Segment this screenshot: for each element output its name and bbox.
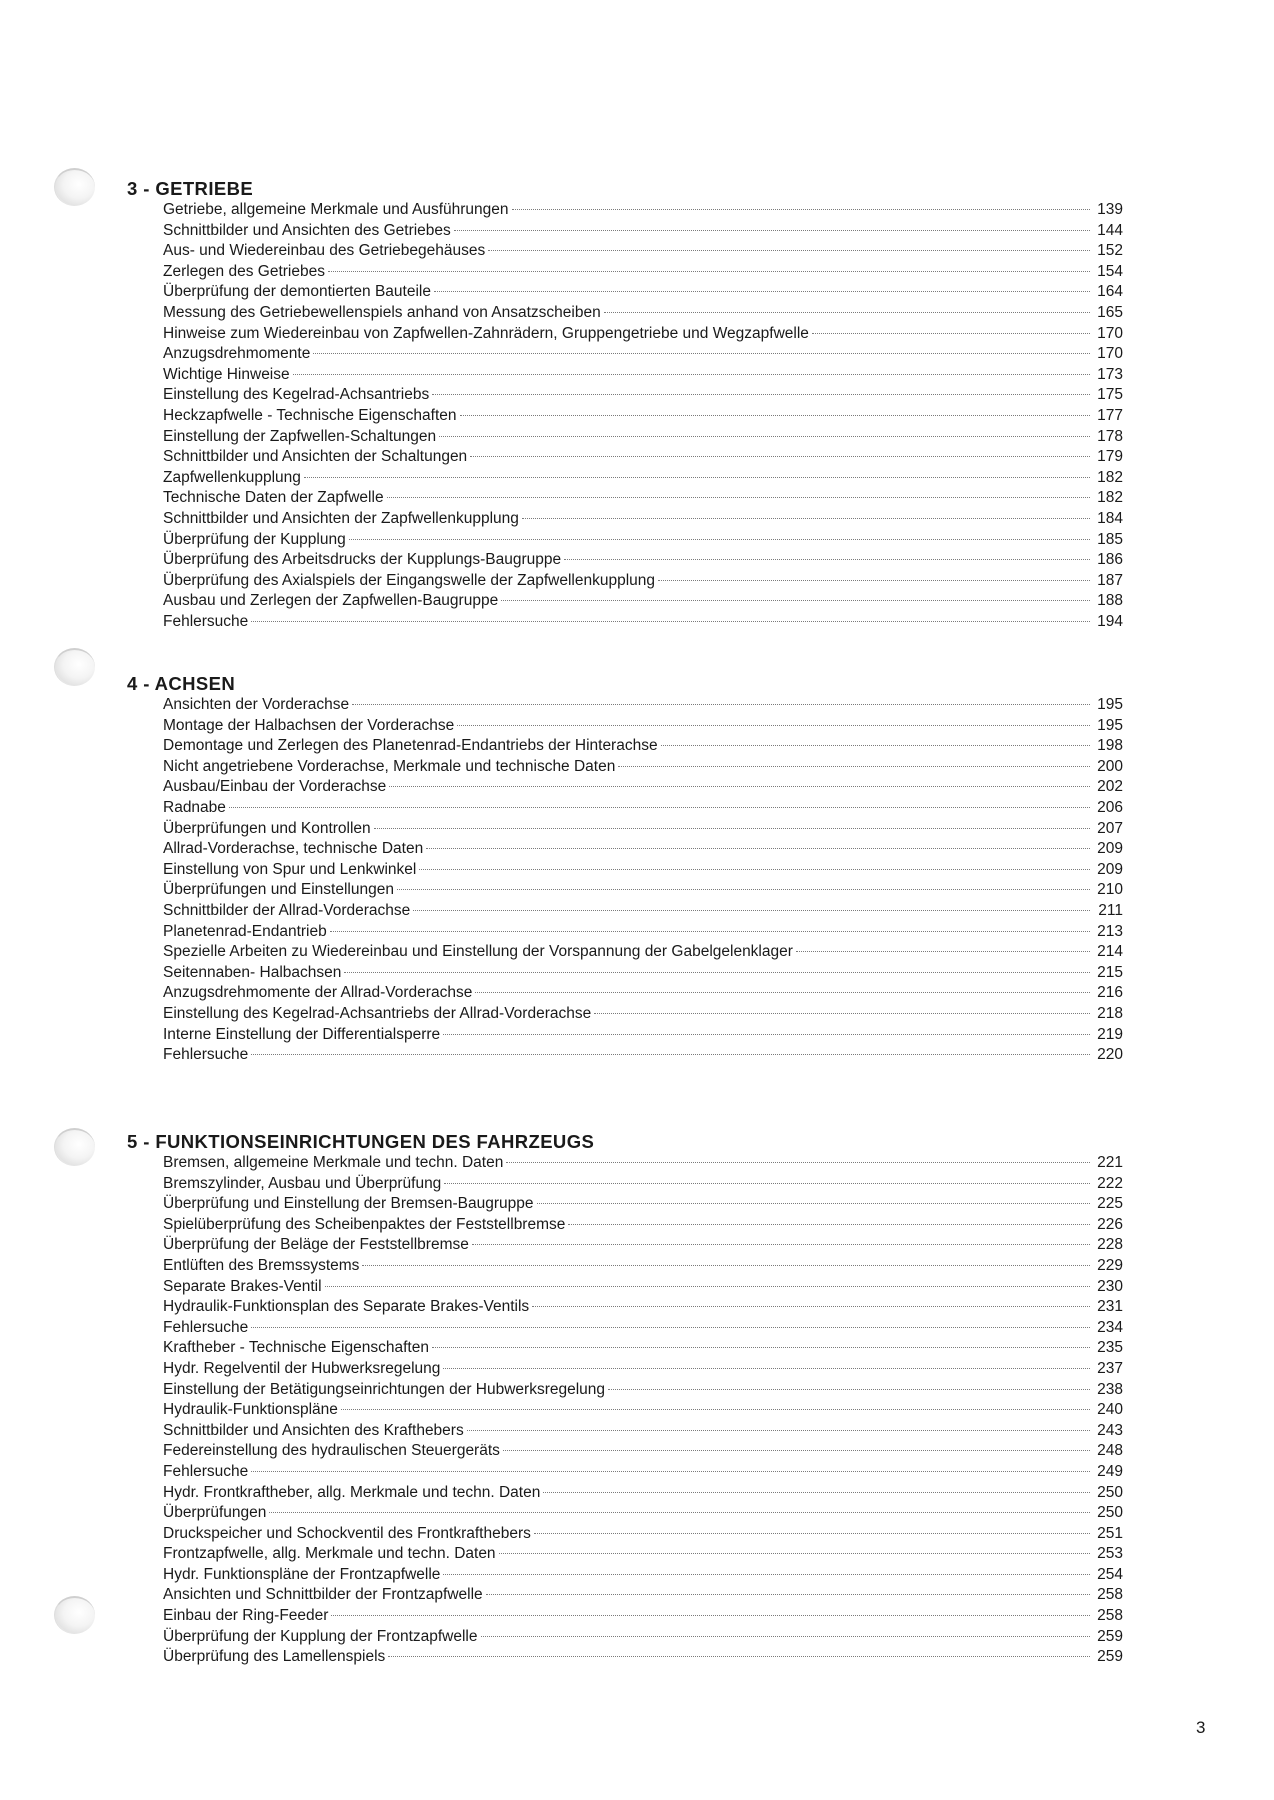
toc-entry-page: 258 — [1097, 1586, 1123, 1604]
toc-entry-page: 259 — [1097, 1648, 1123, 1666]
toc-entry — [163, 1421, 1123, 1442]
punch-hole — [54, 1128, 95, 1166]
toc-entry-page: 235 — [1097, 1339, 1123, 1357]
dot-leader — [501, 600, 1090, 601]
toc-entry — [163, 324, 1123, 345]
toc-entry-title: Hydr. Regelventil der Hubwerksregelung — [163, 1359, 441, 1377]
toc-entry-page: 210 — [1097, 881, 1123, 899]
toc-entry-title: Frontzapfwelle, allg. Merkmale und techn. Daten — [163, 1545, 496, 1563]
toc-entry — [163, 777, 1123, 798]
toc-entry-title: Schnittbilder und Ansichten der Schaltungen — [163, 448, 468, 466]
toc-entry — [163, 550, 1123, 571]
section-funktionseinrichtungen — [127, 1131, 1123, 1668]
toc-entry — [163, 1174, 1123, 1195]
toc-entry-title: Heckzapfwelle - Technische Eigenschaften — [163, 406, 457, 424]
toc-entry — [163, 963, 1123, 984]
page-number: 3 — [1196, 1718, 1206, 1737]
dot-leader — [389, 786, 1090, 787]
dot-leader — [543, 1492, 1090, 1493]
toc-entry-page: 170 — [1097, 345, 1123, 363]
toc-entry — [163, 509, 1123, 530]
toc-entry-page: 164 — [1097, 283, 1123, 301]
toc-entry — [163, 1400, 1123, 1421]
dot-leader — [434, 291, 1090, 292]
dot-leader — [594, 1013, 1090, 1014]
toc-entry-title: Einstellung von Spur und Lenkwinkel — [163, 860, 417, 878]
toc-entry — [163, 1235, 1123, 1256]
toc-entry-page: 228 — [1097, 1236, 1123, 1254]
dot-leader — [331, 1615, 1090, 1616]
toc-entry — [163, 344, 1123, 365]
dot-leader — [481, 1636, 1091, 1637]
toc-entry — [163, 839, 1123, 860]
toc-entry-page: 254 — [1097, 1565, 1123, 1583]
toc-entry — [163, 1004, 1123, 1025]
toc-entry-title: Messung des Getriebewellenspiels anhand von Ansatzscheiben — [163, 303, 601, 321]
toc-entry-title: Ausbau und Zerlegen der Zapfwellen-Baugruppe — [163, 592, 499, 610]
toc-entry-title: Nicht angetriebene Vorderachse, Merkmale und technische Daten — [163, 757, 616, 775]
dot-leader — [460, 415, 1090, 416]
toc-entry-page: 214 — [1097, 943, 1123, 961]
toc-entry-page: 240 — [1097, 1401, 1123, 1419]
toc-entry — [163, 1647, 1123, 1668]
dot-leader — [330, 931, 1090, 932]
toc-entry-page: 253 — [1097, 1545, 1123, 1563]
dot-leader — [362, 1265, 1090, 1266]
toc-entry-page: 200 — [1097, 757, 1123, 775]
dot-leader — [426, 848, 1090, 849]
toc-entry — [163, 1215, 1123, 1236]
toc-entry-title: Überprüfung der Kupplung der Frontzapfwelle — [163, 1627, 478, 1645]
toc-entry-title: Fehlersuche — [163, 1318, 249, 1336]
toc-entry-page: 165 — [1097, 303, 1123, 321]
dot-leader — [251, 1054, 1090, 1055]
toc-entry-title: Fehlersuche — [163, 612, 249, 630]
toc-entry — [163, 819, 1123, 840]
toc-entry-page: 202 — [1097, 778, 1123, 796]
toc-entry-page: 218 — [1097, 1004, 1123, 1022]
toc-entry-page: 144 — [1097, 221, 1123, 239]
toc-entry-title: Überprüfungen — [163, 1504, 267, 1522]
toc-entry-page: 213 — [1097, 922, 1123, 940]
toc-entry-page: 230 — [1097, 1277, 1123, 1295]
toc-entry-title: Überprüfungen und Kontrollen — [163, 819, 371, 837]
toc-entry-title: Fehlersuche — [163, 1462, 249, 1480]
dot-leader — [470, 456, 1090, 457]
toc-entry-page: 179 — [1097, 448, 1123, 466]
dot-leader — [475, 992, 1090, 993]
toc-entry-page: 237 — [1097, 1359, 1123, 1377]
toc-entry — [163, 1565, 1123, 1586]
toc-entry-title: Entlüften des Bremssystems — [163, 1256, 360, 1274]
dot-leader — [387, 497, 1090, 498]
toc-entry — [163, 1380, 1123, 1401]
toc-entry — [163, 591, 1123, 612]
toc-entry-page: 220 — [1097, 1046, 1123, 1064]
toc-entry-page: 195 — [1097, 716, 1123, 734]
toc-entry-title: Radnabe — [163, 798, 226, 816]
toc-entry-title: Hydraulik-Funktionspläne — [163, 1401, 338, 1419]
toc-entry-page: 175 — [1097, 386, 1123, 404]
toc-entry-title: Schnittbilder und Ansichten der Zapfwellenkupplung — [163, 509, 519, 527]
dot-leader — [444, 1183, 1090, 1184]
toc-entry — [163, 1338, 1123, 1359]
toc-entry-title: Separate Brakes-Ventil — [163, 1277, 322, 1295]
toc-entry-page: 215 — [1097, 963, 1123, 981]
dot-leader — [251, 1327, 1090, 1328]
dot-leader — [534, 1533, 1090, 1534]
section-getriebe — [127, 178, 1123, 632]
dot-leader — [499, 1553, 1090, 1554]
dot-leader — [488, 250, 1090, 251]
dot-leader — [512, 209, 1090, 210]
toc-entry-page: 154 — [1097, 262, 1123, 280]
dot-leader — [341, 1409, 1090, 1410]
dot-leader — [328, 271, 1090, 272]
toc-entry-title: Überprüfungen und Einstellungen — [163, 881, 394, 899]
dot-leader — [229, 807, 1090, 808]
toc-entry-title: Bremszylinder, Ausbau und Überprüfung — [163, 1174, 442, 1192]
toc-entry — [163, 1462, 1123, 1483]
section-title: 5 - FUNKTIONSEINRICHTUNGEN DES FAHRZEUGS — [127, 1131, 595, 1152]
dot-leader — [349, 539, 1090, 540]
dot-leader — [413, 910, 1090, 911]
toc-entry-title: Spielüberprüfung des Scheibenpaktes der Feststellbremse — [163, 1215, 566, 1233]
toc-entry-page: 225 — [1097, 1195, 1123, 1213]
toc-entry-page: 209 — [1097, 840, 1123, 858]
dot-leader — [432, 1347, 1090, 1348]
dot-leader — [352, 704, 1090, 705]
dot-leader — [568, 1224, 1090, 1225]
dot-leader — [454, 230, 1090, 231]
dot-leader — [532, 1306, 1090, 1307]
section-title: 3 - GETRIEBE — [127, 178, 254, 199]
toc-entry-page: 219 — [1097, 1025, 1123, 1043]
toc-entry — [163, 241, 1123, 262]
toc-entry — [163, 1544, 1123, 1565]
toc-entry-title: Interne Einstellung der Differentialsperre — [163, 1025, 441, 1043]
toc-entry-title: Bremsen, allgemeine Merkmale und techn. Daten — [163, 1154, 504, 1171]
dot-leader — [522, 518, 1090, 519]
toc-entry-title: Technische Daten der Zapfwelle — [163, 489, 384, 507]
toc-entry — [163, 200, 1123, 221]
toc-entry — [163, 468, 1123, 489]
toc-entry — [163, 1153, 1123, 1174]
toc-entry — [163, 282, 1123, 303]
toc-entry-page: 238 — [1097, 1380, 1123, 1398]
toc-entry — [163, 1359, 1123, 1380]
toc-entry-title: Einstellung des Kegelrad-Achsantriebs der Allrad-Vorderachse — [163, 1004, 592, 1022]
toc-entry — [163, 365, 1123, 386]
dot-leader — [472, 1244, 1090, 1245]
toc-entry-page: 182 — [1097, 489, 1123, 507]
toc-entry-title: Anzugsdrehmomente der Allrad-Vorderachse — [163, 984, 473, 1002]
dot-leader — [251, 1471, 1090, 1472]
toc-entry — [163, 798, 1123, 819]
toc-entry — [163, 1524, 1123, 1545]
dot-leader — [658, 580, 1090, 581]
toc-entry — [163, 757, 1123, 778]
toc-entry-title: Einstellung der Betätigungseinrichtungen der Hubwerksregelung — [163, 1380, 606, 1398]
toc-entry — [163, 262, 1123, 283]
toc-entry-page: 211 — [1098, 901, 1123, 919]
dot-leader — [251, 621, 1090, 622]
toc-entry-page: 226 — [1097, 1215, 1123, 1233]
toc-entry-page: 170 — [1097, 324, 1123, 342]
toc-entry-page: 231 — [1097, 1298, 1123, 1316]
toc-entry-title: Zapfwellenkupplung — [163, 468, 301, 486]
toc-entry-title: Ansichten und Schnittbilder der Frontzapfwelle — [163, 1586, 483, 1604]
toc-entry-title: Überprüfung des Axialspiels der Eingangswelle der Zapfwellenkupplung — [163, 571, 655, 589]
toc-entry — [163, 571, 1123, 592]
toc-entry-page: 251 — [1097, 1524, 1123, 1542]
punch-hole — [54, 1596, 95, 1634]
toc-entry-title: Überprüfung des Arbeitsdrucks der Kupplungs-Baugruppe — [163, 551, 562, 569]
toc-entry — [163, 488, 1123, 509]
toc-list — [163, 695, 1123, 1066]
toc-entry-title: Druckspeicher und Schockventil des Frontkrafthebers — [163, 1524, 531, 1542]
toc-entry-page: 207 — [1097, 819, 1123, 837]
toc-entry — [163, 1297, 1123, 1318]
toc-entry-title: Einbau der Ring-Feeder — [163, 1607, 329, 1625]
toc-entry — [163, 1627, 1123, 1648]
dot-leader — [486, 1594, 1090, 1595]
toc-entry-title: Wichtige Hinweise — [163, 365, 290, 383]
toc-entry-title: Demontage und Zerlegen des Planetenrad-Endantriebs der Hinterachse — [163, 737, 658, 755]
toc-entry-title: Hydr. Frontkraftheber, allg. Merkmale und techn. Daten — [163, 1483, 541, 1501]
toc-entry-title: Schnittbilder und Ansichten des Getriebes — [163, 221, 451, 239]
toc-entry — [163, 901, 1123, 922]
dot-leader — [325, 1286, 1090, 1287]
dot-leader — [432, 394, 1090, 395]
dot-leader — [443, 1034, 1090, 1035]
toc-entry-title: Montage der Halbachsen der Vorderachse — [163, 716, 455, 734]
toc-entry — [163, 221, 1123, 242]
toc-entry-title: Überprüfung der Beläge der Feststellbremse — [163, 1236, 469, 1254]
toc-entry — [163, 612, 1123, 633]
toc-entry-title: Schnittbilder der Allrad-Vorderachse — [163, 901, 411, 919]
toc-entry — [163, 530, 1123, 551]
toc-entry-page: 187 — [1097, 571, 1123, 589]
toc-entry — [163, 447, 1123, 468]
dot-leader — [388, 1656, 1090, 1657]
dot-leader — [661, 745, 1090, 746]
toc-entry — [163, 406, 1123, 427]
toc-entry-title: Hinweise zum Wiedereinbau von Zapfwellen-Zahnrädern, Gruppengetriebe und Wegzapfwelle — [163, 324, 809, 342]
toc-entry — [163, 1441, 1123, 1462]
toc-entry-title: Federeinstellung des hydraulischen Steuergeräts — [163, 1442, 500, 1460]
toc-entry-title: Überprüfung der demontierten Bauteile — [163, 283, 431, 301]
toc-entry-title: Ausbau/Einbau der Vorderachse — [163, 778, 387, 796]
toc-entry-page: 248 — [1097, 1442, 1123, 1460]
section-achsen — [127, 673, 1123, 1066]
dot-leader — [313, 353, 1090, 354]
dot-leader — [506, 1162, 1090, 1163]
section-title: 4 - ACHSEN — [127, 673, 236, 694]
toc-entry-title: Spezielle Arbeiten zu Wiedereinbau und Einstellung der Vorspannung der Gabelgelenklager — [163, 943, 793, 961]
toc-entry-title: Getriebe, allgemeine Merkmale und Ausführungen — [163, 201, 509, 218]
toc-entry-title: Einstellung der Zapfwellen-Schaltungen — [163, 427, 437, 445]
toc-entry-page: 185 — [1097, 530, 1123, 548]
dot-leader — [467, 1430, 1090, 1431]
toc-entry — [163, 1277, 1123, 1298]
toc-entry-page: 186 — [1097, 551, 1123, 569]
toc-entry — [163, 1503, 1123, 1524]
toc-entry-page: 249 — [1097, 1462, 1123, 1480]
toc-entry-page: 177 — [1097, 406, 1123, 424]
dot-leader — [419, 869, 1090, 870]
toc-list — [163, 1153, 1123, 1668]
punch-hole — [54, 168, 95, 206]
dot-leader — [439, 436, 1090, 437]
toc-entry-title: Seitennaben- Halbachsen — [163, 963, 342, 981]
toc-entry-page: 139 — [1097, 201, 1123, 218]
toc-entry-page: 198 — [1097, 737, 1123, 755]
dot-leader — [604, 312, 1090, 313]
toc-entry-page: 222 — [1097, 1174, 1123, 1192]
toc-list — [163, 200, 1123, 632]
toc-entry — [163, 1045, 1123, 1066]
toc-entry-title: Einstellung des Kegelrad-Achsantriebs — [163, 386, 430, 404]
toc-entry-page: 258 — [1097, 1607, 1123, 1625]
toc-entry-title: Hydr. Funktionspläne der Frontzapfwelle — [163, 1565, 441, 1583]
toc-entry-title: Zerlegen des Getriebes — [163, 262, 325, 280]
toc-entry — [163, 1606, 1123, 1627]
toc-entry-page: 182 — [1097, 468, 1123, 486]
dot-leader — [618, 766, 1090, 767]
toc-entry — [163, 922, 1123, 943]
toc-entry-title: Ansichten der Vorderachse — [163, 696, 350, 713]
dot-leader — [503, 1450, 1090, 1451]
punch-hole — [54, 648, 95, 686]
toc-entry-page: 234 — [1097, 1318, 1123, 1336]
dot-leader — [374, 828, 1090, 829]
dot-leader — [457, 725, 1090, 726]
toc-entry — [163, 1256, 1123, 1277]
toc-entry-page: 243 — [1097, 1421, 1123, 1439]
toc-entry-page: 216 — [1097, 984, 1123, 1002]
toc-entry — [163, 385, 1123, 406]
toc-entry-page: 250 — [1097, 1483, 1123, 1501]
dot-leader — [269, 1512, 1090, 1513]
dot-leader — [537, 1203, 1090, 1204]
toc-entry-page: 173 — [1097, 365, 1123, 383]
dot-leader — [304, 477, 1090, 478]
toc-entry-title: Kraftheber - Technische Eigenschaften — [163, 1339, 429, 1357]
toc-entry-page: 194 — [1097, 612, 1123, 630]
toc-entry-page: 184 — [1097, 509, 1123, 527]
dot-leader — [796, 951, 1090, 952]
dot-leader — [608, 1389, 1090, 1390]
toc-entry — [163, 427, 1123, 448]
dot-leader — [443, 1574, 1090, 1575]
toc-entry-title: Hydraulik-Funktionsplan des Separate Brakes-Ventils — [163, 1298, 530, 1316]
toc-entry-title: Planetenrad-Endantrieb — [163, 922, 327, 940]
toc-entry-page: 152 — [1097, 242, 1123, 260]
toc-entry — [163, 860, 1123, 881]
toc-entry — [163, 1483, 1123, 1504]
dot-leader — [812, 333, 1090, 334]
toc-entry-page: 206 — [1097, 798, 1123, 816]
toc-entry — [163, 1318, 1123, 1339]
toc-entry — [163, 942, 1123, 963]
dot-leader — [397, 889, 1090, 890]
toc-entry-page: 188 — [1097, 592, 1123, 610]
toc-entry — [163, 983, 1123, 1004]
toc-entry — [163, 716, 1123, 737]
toc-entry-page: 209 — [1097, 860, 1123, 878]
toc-entry-title: Anzugsdrehmomente — [163, 345, 311, 363]
dot-leader — [443, 1368, 1090, 1369]
toc-entry-title: Überprüfung und Einstellung der Bremsen-Baugruppe — [163, 1195, 534, 1213]
toc-entry — [163, 1585, 1123, 1606]
toc-entry — [163, 736, 1123, 757]
toc-entry — [163, 1194, 1123, 1215]
toc-entry-page: 250 — [1097, 1504, 1123, 1522]
dot-leader — [564, 559, 1090, 560]
dot-leader — [344, 972, 1090, 973]
toc-entry-page: 229 — [1097, 1256, 1123, 1274]
toc-entry-page: 195 — [1097, 696, 1123, 713]
toc-entry-title: Fehlersuche — [163, 1046, 249, 1064]
toc-entry-page: 221 — [1097, 1154, 1123, 1171]
toc-entry-page: 178 — [1097, 427, 1123, 445]
toc-entry-title: Aus- und Wiedereinbau des Getriebegehäuses — [163, 242, 486, 260]
dot-leader — [293, 374, 1090, 375]
toc-entry — [163, 1025, 1123, 1046]
toc-entry — [163, 880, 1123, 901]
toc-entry-title: Allrad-Vorderachse, technische Daten — [163, 840, 424, 858]
toc-entry-title: Überprüfung der Kupplung — [163, 530, 346, 548]
toc-entry-title: Schnittbilder und Ansichten des Krafthebers — [163, 1421, 464, 1439]
toc-entry — [163, 695, 1123, 716]
toc-entry-page: 259 — [1097, 1627, 1123, 1645]
toc-entry-title: Überprüfung des Lamellenspiels — [163, 1648, 386, 1666]
toc-entry — [163, 303, 1123, 324]
